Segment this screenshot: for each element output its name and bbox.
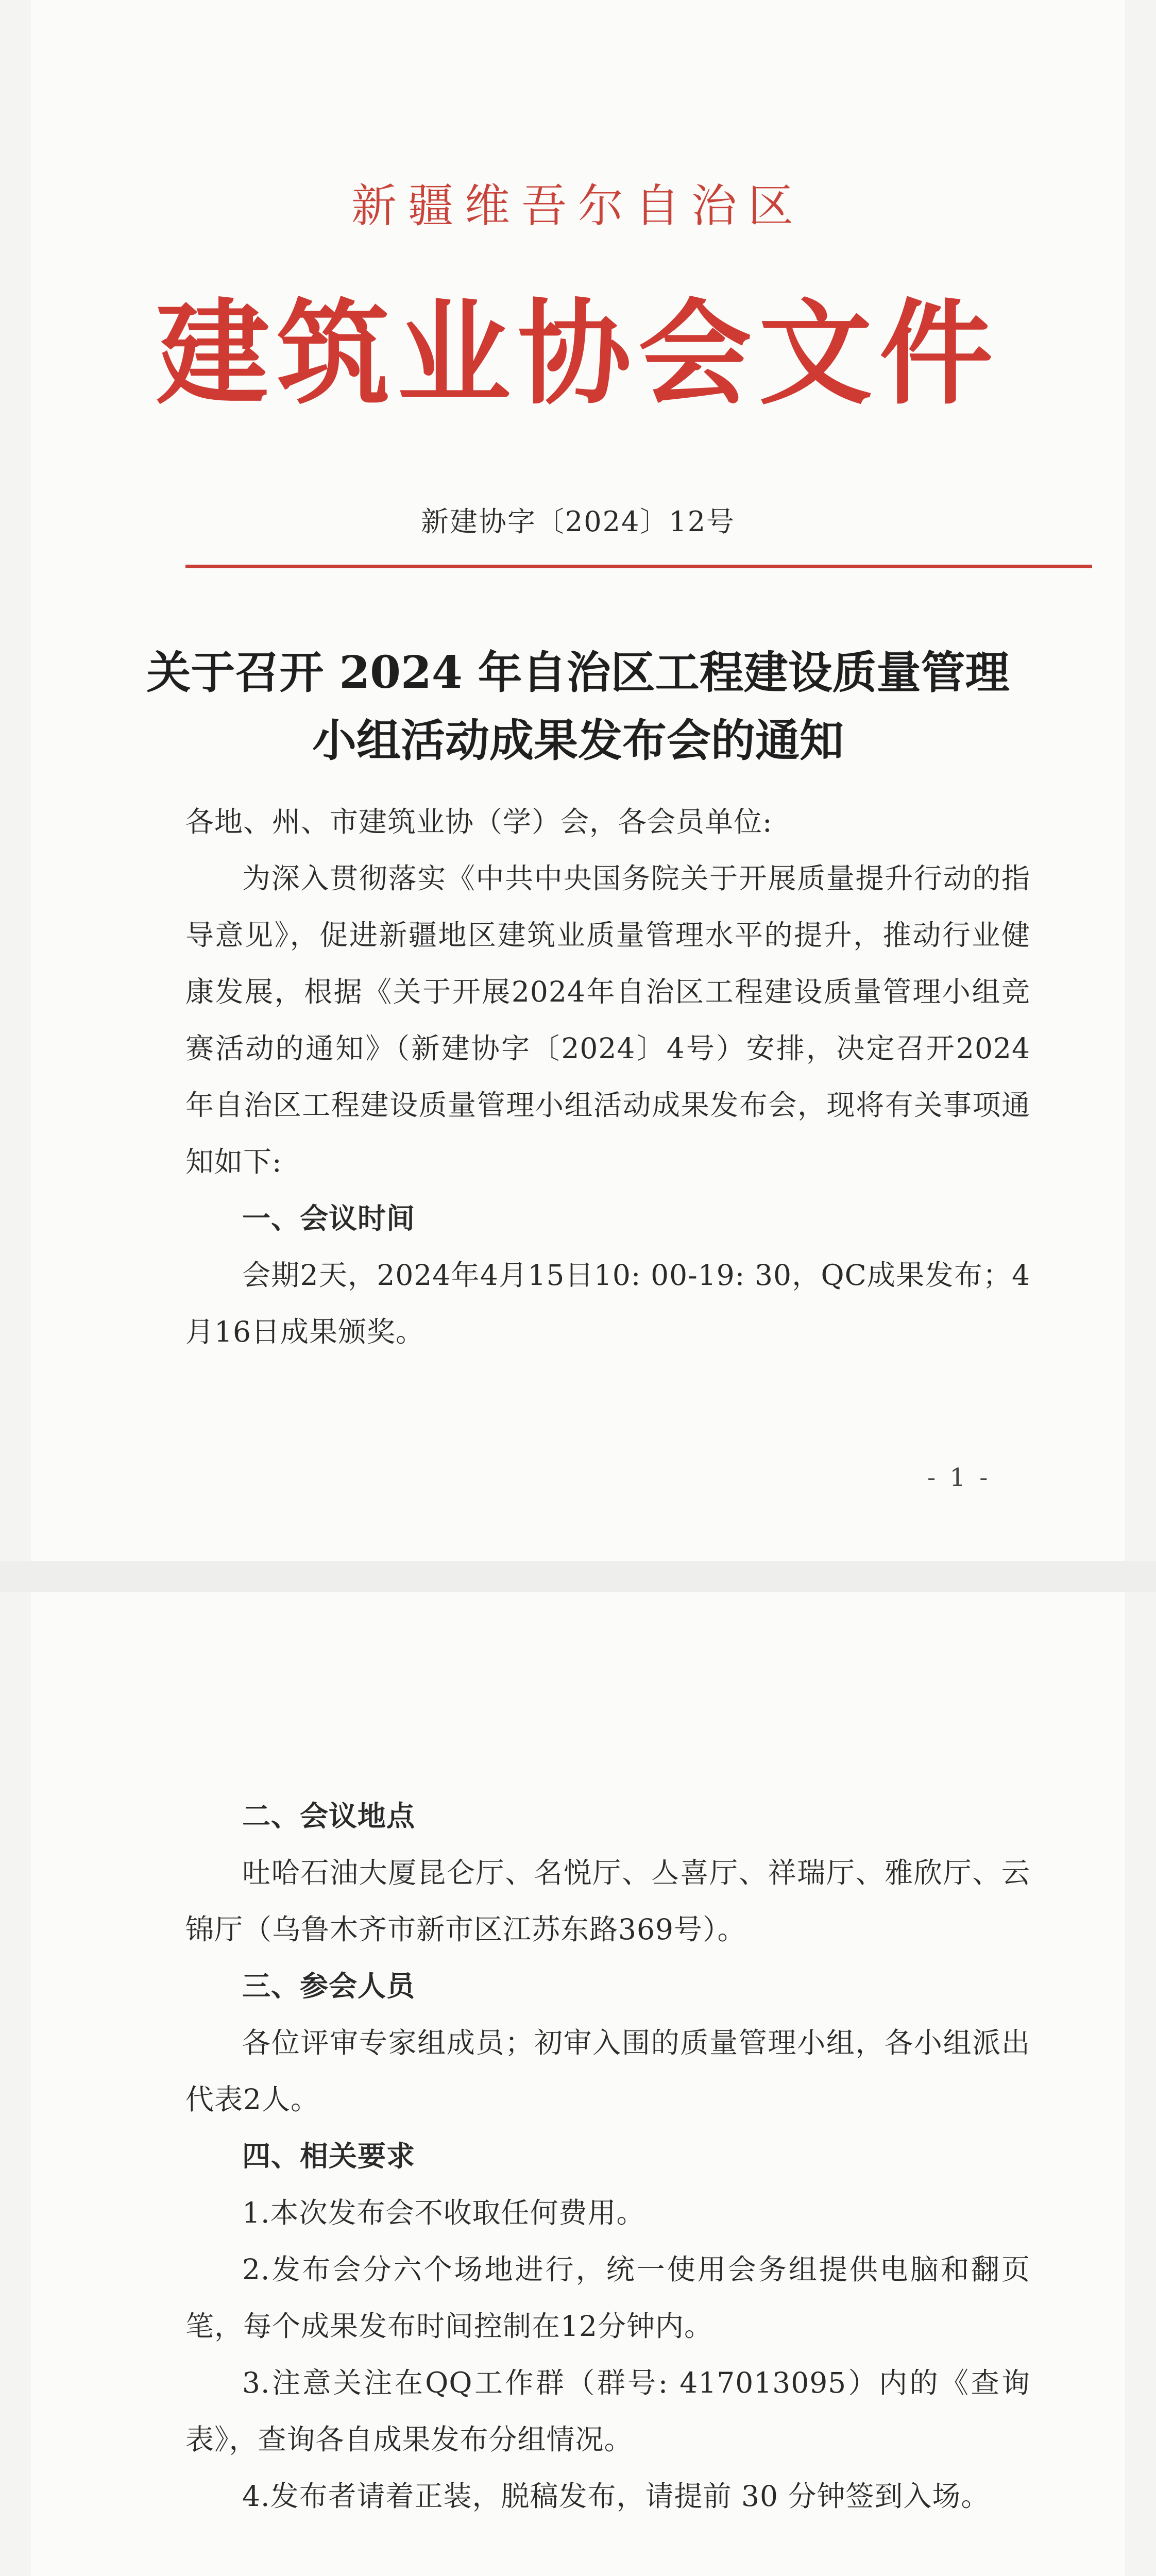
document-number: 新建协字〔2024〕12号 [420, 505, 736, 538]
section-3-heading: 三、参会人员 [242, 1969, 416, 2003]
requirement-2: 2.发布会分六个场地进行，统一使用会务组提供电脑和翻页笔，每个成果发布时间控制在12分钟内。 [185, 2253, 1030, 2343]
intro-paragraph: 为深入贯彻落实《中共中央国务院关于开展质量提升行动的指导意见》，促进新疆地区建筑业质量管理水平的提升，推动行业健康发展，根据《关于开展2024年自治区工程建设质量管理小组竞赛活动的通知》（新建协字〔2024〕4号）安排，决定召开2024年自治区工程建设质量管理小组活动成果发布会，现将有关事项通知如下: [185, 862, 1030, 1178]
header-red-rule [185, 565, 1092, 568]
section-4-heading: 四、相关要求 [242, 2139, 416, 2173]
page-gap [0, 1561, 1156, 1592]
notice-title [31, 639, 1125, 775]
section-3-body: 各位评审专家组成员；初审入围的质量管理小组，各小组派出代表2人。 [185, 2026, 1030, 2116]
requirement-1: 1.本次发布会不收取任何费用。 [242, 2196, 645, 2229]
section-2-body: 吐哈石油大厦昆仑厅、名悦厅、亼喜厅、祥瑞厅、雅欣厅、云锦厅（乌鲁木齐市新市区江苏东路369号）。 [185, 1856, 1030, 1946]
section-1-body: 会期2天，2024年4月15日10: 00-19: 30，QC成果发布；4月16日成果颁奖。 [185, 1259, 1030, 1348]
header-title: 建筑业协会文件 [156, 286, 1000, 420]
section-2-heading: 二、会议地点 [242, 1799, 416, 1833]
requirement-4: 4.发布者请着正装，脱稿发布，请提前 30 分钟签到入场。 [242, 2480, 990, 2513]
section-1-heading: 一、会议时间 [242, 1201, 416, 1235]
page-number-1: - 1 - [927, 1463, 991, 1492]
requirement-3: 3.注意关注在QQ工作群（群号: 417013095）内的《查询表》，查询各自成果发布分组情况。 [185, 2366, 1030, 2456]
notice-title-line-1: 关于召开 2024 年自治区工程建设质量管理 [146, 647, 1010, 699]
document-page-1 [31, 0, 1125, 1561]
notice-title-line-2: 小组活动成果发布会的通知 [312, 715, 844, 767]
document-page-2 [31, 1592, 1125, 2576]
header-region: 新疆维吾尔自治区 [351, 179, 805, 232]
salutation: 各地、州、市建筑业协（学）会，各会员单位: [185, 805, 773, 838]
